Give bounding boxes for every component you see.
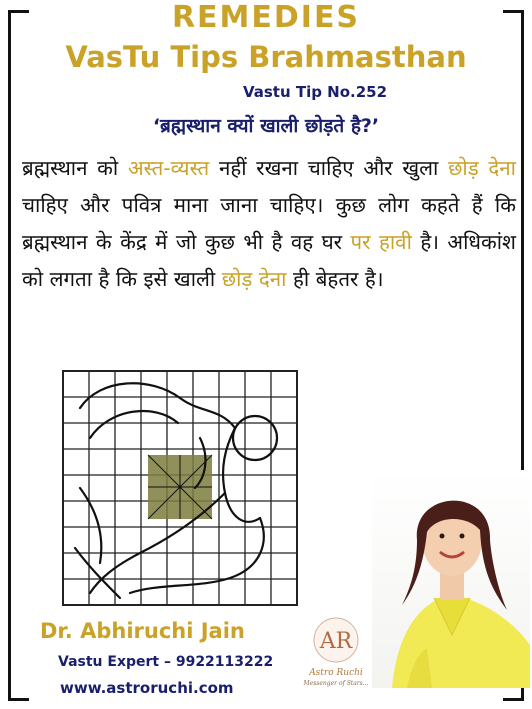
vastu-mandala-diagram xyxy=(60,368,300,608)
question-heading: ‘ब्रह्मस्थान क्यों खाली छोड़ते है?’ xyxy=(152,115,380,137)
expert-photo xyxy=(372,470,530,688)
tip-number: Vastu Tip No.252 xyxy=(242,83,388,101)
expert-name: Dr. Abhiruchi Jain xyxy=(40,619,245,643)
website-link[interactable]: www.astroruchi.com xyxy=(60,679,234,697)
body-highlight: छोड़ देना xyxy=(221,267,287,291)
body-segment: नहीं रखना चाहिए और खुला xyxy=(209,156,449,180)
brahmasthan-diagonals xyxy=(148,455,212,519)
svg-text:AR: AR xyxy=(319,629,353,654)
expert-role-phone: Vastu Expert – 9922113222 xyxy=(58,654,274,670)
body-highlight: पर हावी xyxy=(350,230,412,254)
body-highlight: छोड़ देना xyxy=(448,156,516,180)
logo-name: Astro Ruchi xyxy=(309,668,363,678)
frame-side-left xyxy=(8,64,11,644)
logo-tagline: Messenger of Stars... xyxy=(303,680,369,687)
body-segment: है। अधिकांश को लगता है कि इसे खाली xyxy=(22,230,516,291)
frame-corner-bottom-left xyxy=(8,638,29,701)
page-subtitle: VasTu Tips Brahmasthan xyxy=(65,40,467,74)
body-paragraph xyxy=(22,150,516,298)
body-segment: चाहिए और पवित्र माना जाना चाहिए। कुछ लोग कहते हैं कि ब्रह्मस्थान के केंद्र में जो कुछ भी है वह घर xyxy=(22,193,516,254)
page-title: REMEDIES xyxy=(171,0,361,35)
body-segment: ही बेहतर है। xyxy=(286,267,384,291)
body-highlight: अस्त-व्यस्त xyxy=(127,156,210,180)
body-segment: ब्रह्मस्थान को xyxy=(22,156,128,180)
